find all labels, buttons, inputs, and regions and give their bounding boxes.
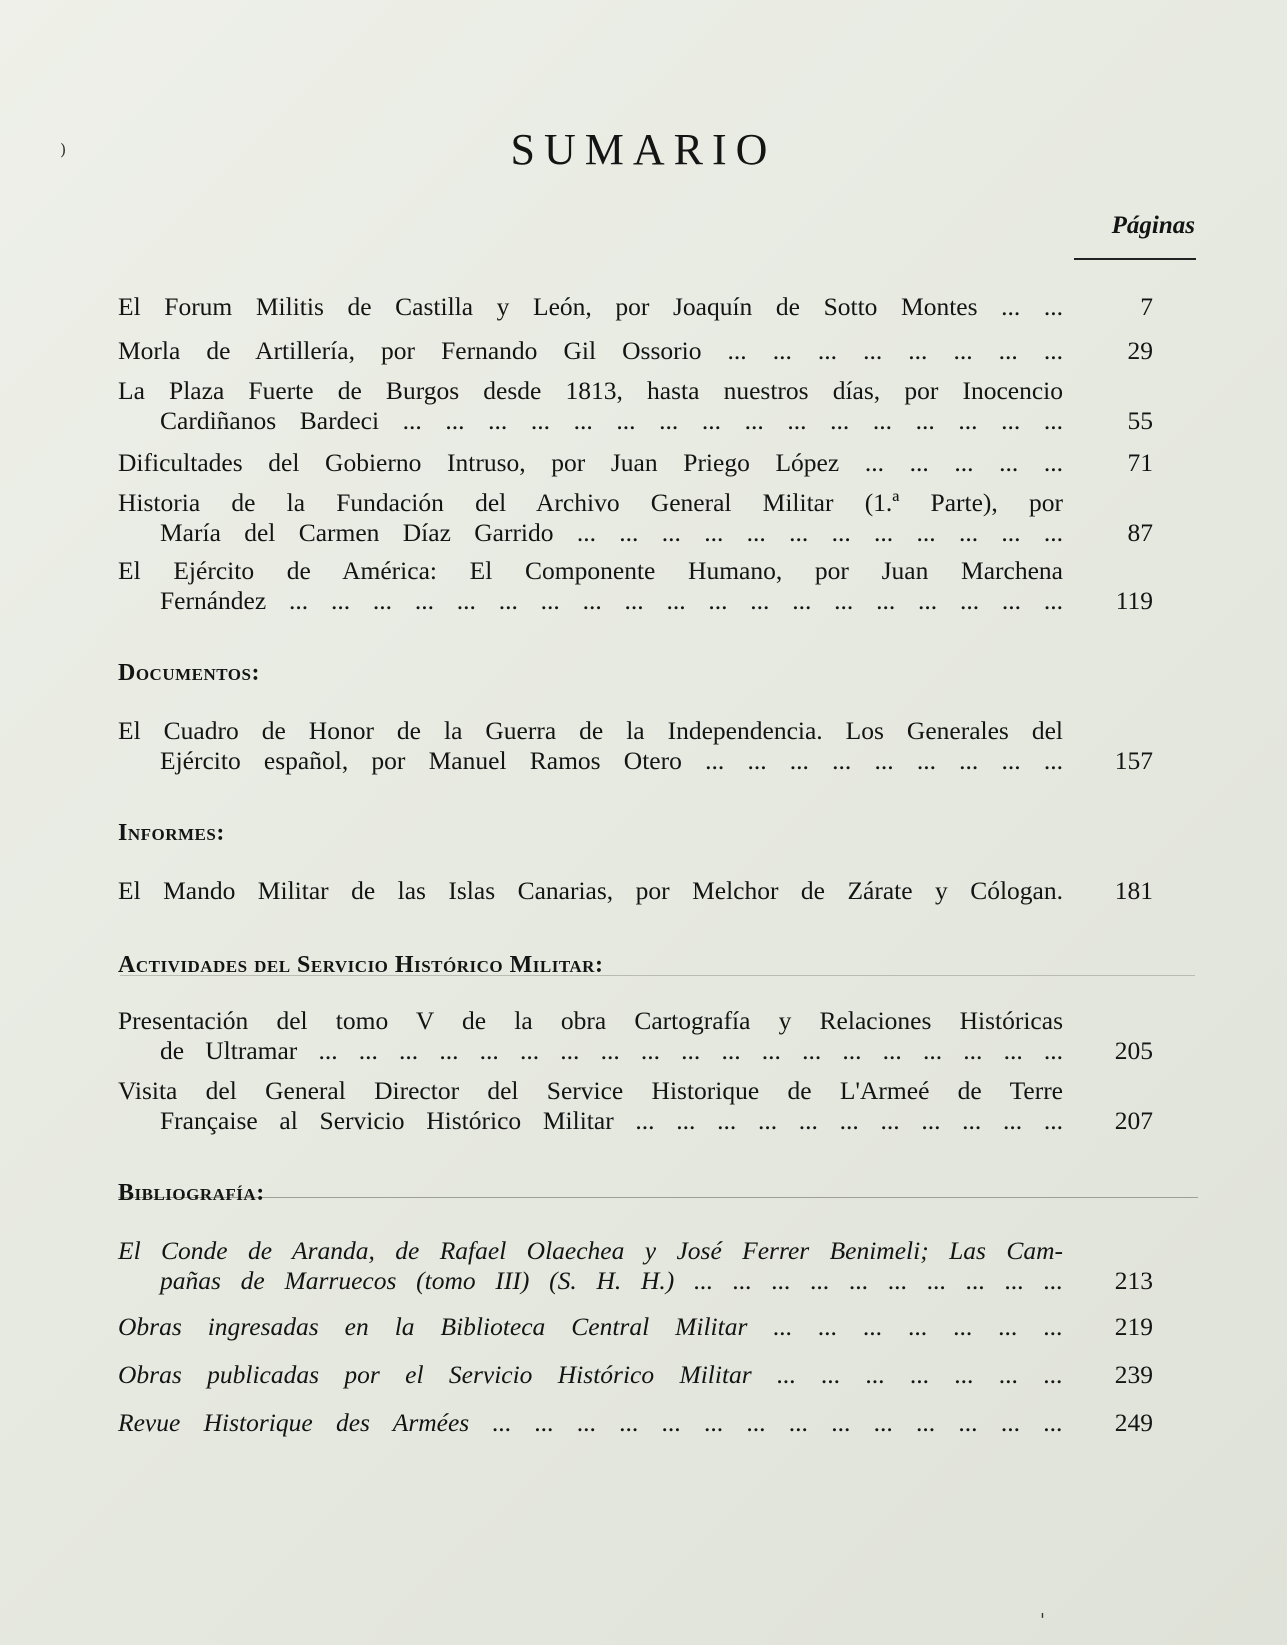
margin-mark: ' bbox=[1040, 1610, 1045, 1631]
toc-entry[interactable] bbox=[118, 1006, 1153, 1066]
toc-entry-title-line: El Ejército de América: El Componente Humano, por Juan Marchena bbox=[118, 556, 1063, 585]
toc-entry[interactable] bbox=[118, 1312, 1153, 1342]
toc-entry[interactable] bbox=[118, 556, 1153, 616]
toc-entry[interactable] bbox=[118, 876, 1153, 906]
toc-entry-title: Obras ingresadas en la Biblioteca Central Militar ... ... ... ... ... ... ... bbox=[118, 1312, 1063, 1341]
toc-entry[interactable] bbox=[118, 376, 1153, 436]
toc-entry-title: El Forum Militis de Castilla y León, por Joaquín de Sotto Montes ... ... bbox=[118, 292, 1063, 321]
toc-entry-page: 181 bbox=[1114, 876, 1153, 905]
section-heading-informes: Informes: bbox=[118, 820, 225, 846]
toc-entry[interactable] bbox=[118, 1360, 1153, 1390]
toc-entry-page: 29 bbox=[1127, 336, 1153, 365]
toc-entry-page: 213 bbox=[1114, 1266, 1153, 1295]
toc-entry[interactable] bbox=[118, 716, 1153, 776]
toc-entry-page: 71 bbox=[1127, 448, 1153, 477]
toc-entry-title-line: La Plaza Fuerte de Burgos desde 1813, hasta nuestros días, por Inocencio bbox=[118, 376, 1063, 405]
toc-entry-page: 119 bbox=[1115, 586, 1153, 615]
toc-entry[interactable] bbox=[118, 448, 1153, 478]
section-heading-bibliografia: Bibliografía: bbox=[118, 1180, 265, 1206]
toc-entry-title-line: Ejército español, por Manuel Ramos Otero ... ... ... ... ... ... ... ... ... bbox=[160, 746, 1063, 775]
page-title: SUMARIO bbox=[510, 125, 777, 174]
toc-entry-page: 207 bbox=[1114, 1106, 1153, 1135]
toc-entry-title-line: Française al Servicio Histórico Militar ... ... ... ... ... ... ... ... ... ... ... bbox=[160, 1106, 1063, 1135]
toc-entry[interactable] bbox=[118, 1408, 1153, 1438]
toc-entry-title-line: pañas de Marruecos (tomo III) (S. H. H.) ... ... ... ... ... ... ... ... ... ... bbox=[160, 1266, 1063, 1295]
section-heading-actividades: Actividades del Servicio Histórico Militar: bbox=[118, 952, 604, 978]
toc-entry-title-line: Fernández ... ... ... ... ... ... ... ... ... ... ... ... ... ... ... ... ... ... ... bbox=[160, 586, 1063, 615]
toc-entry-title-line: María del Carmen Díaz Garrido ... ... ... ... ... ... ... ... ... ... ... ... bbox=[160, 518, 1063, 547]
toc-entry[interactable] bbox=[118, 1076, 1153, 1136]
toc-entry-page: 55 bbox=[1127, 406, 1153, 435]
toc-entry-title-line: Presentación del tomo V de la obra Cartografía y Relaciones Históricas bbox=[118, 1006, 1063, 1035]
toc-entry[interactable] bbox=[118, 292, 1153, 322]
toc-entry-title: Revue Historique des Armées ... ... ... ... ... ... ... ... ... ... ... ... ... ... bbox=[118, 1408, 1063, 1437]
toc-entry-title-line: Cardiñanos Bardeci ... ... ... ... ... ... ... ... ... ... ... ... ... ... ... ... bbox=[160, 406, 1063, 435]
toc-entry-page: 219 bbox=[1114, 1312, 1153, 1341]
toc-entry-title: Morla de Artillería, por Fernando Gil Ossorio ... ... ... ... ... ... ... ... bbox=[118, 336, 1063, 365]
toc-entry-title-line: de Ultramar ... ... ... ... ... ... ... ... ... ... ... ... ... ... ... ... ... ... ... bbox=[160, 1036, 1063, 1065]
toc-entry[interactable] bbox=[118, 488, 1153, 548]
toc-entry-title: Dificultades del Gobierno Intruso, por Juan Priego López ... ... ... ... ... bbox=[118, 448, 1063, 477]
margin-mark: ) bbox=[60, 140, 67, 159]
toc-entry-page: 87 bbox=[1127, 518, 1153, 547]
toc-entry-page: 157 bbox=[1114, 746, 1153, 775]
toc-entry-title-line: El Cuadro de Honor de la Guerra de la Independencia. Los Generales del bbox=[118, 716, 1063, 745]
toc-entry-title-line: El Conde de Aranda, de Rafael Olaechea y José Ferrer Benimeli; Las Cam- bbox=[118, 1236, 1063, 1265]
section-heading-documentos: Documentos: bbox=[118, 660, 260, 686]
toc-entry-title-line: Historia de la Fundación del Archivo General Militar (1.ª Parte), por bbox=[118, 488, 1063, 517]
pages-column-label: Páginas bbox=[1111, 212, 1195, 239]
toc-entry-page: 7 bbox=[1140, 292, 1153, 321]
toc-entry[interactable] bbox=[118, 336, 1153, 366]
toc-entry-title: El Mando Militar de las Islas Canarias, por Melchor de Zárate y Cólogan. bbox=[118, 876, 1063, 905]
toc-entry-title-line: Visita del General Director del Service Historique de L'Armeé de Terre bbox=[118, 1076, 1063, 1105]
toc-entry-page: 239 bbox=[1114, 1360, 1153, 1389]
toc-entry[interactable] bbox=[118, 1236, 1153, 1296]
pages-column-rule bbox=[1074, 258, 1196, 260]
divider bbox=[118, 1197, 1198, 1198]
toc-entry-page: 205 bbox=[1114, 1036, 1153, 1065]
toc-entry-page: 249 bbox=[1114, 1408, 1153, 1437]
toc-entry-title: Obras publicadas por el Servicio Histórico Militar ... ... ... ... ... ... ... bbox=[118, 1360, 1063, 1389]
